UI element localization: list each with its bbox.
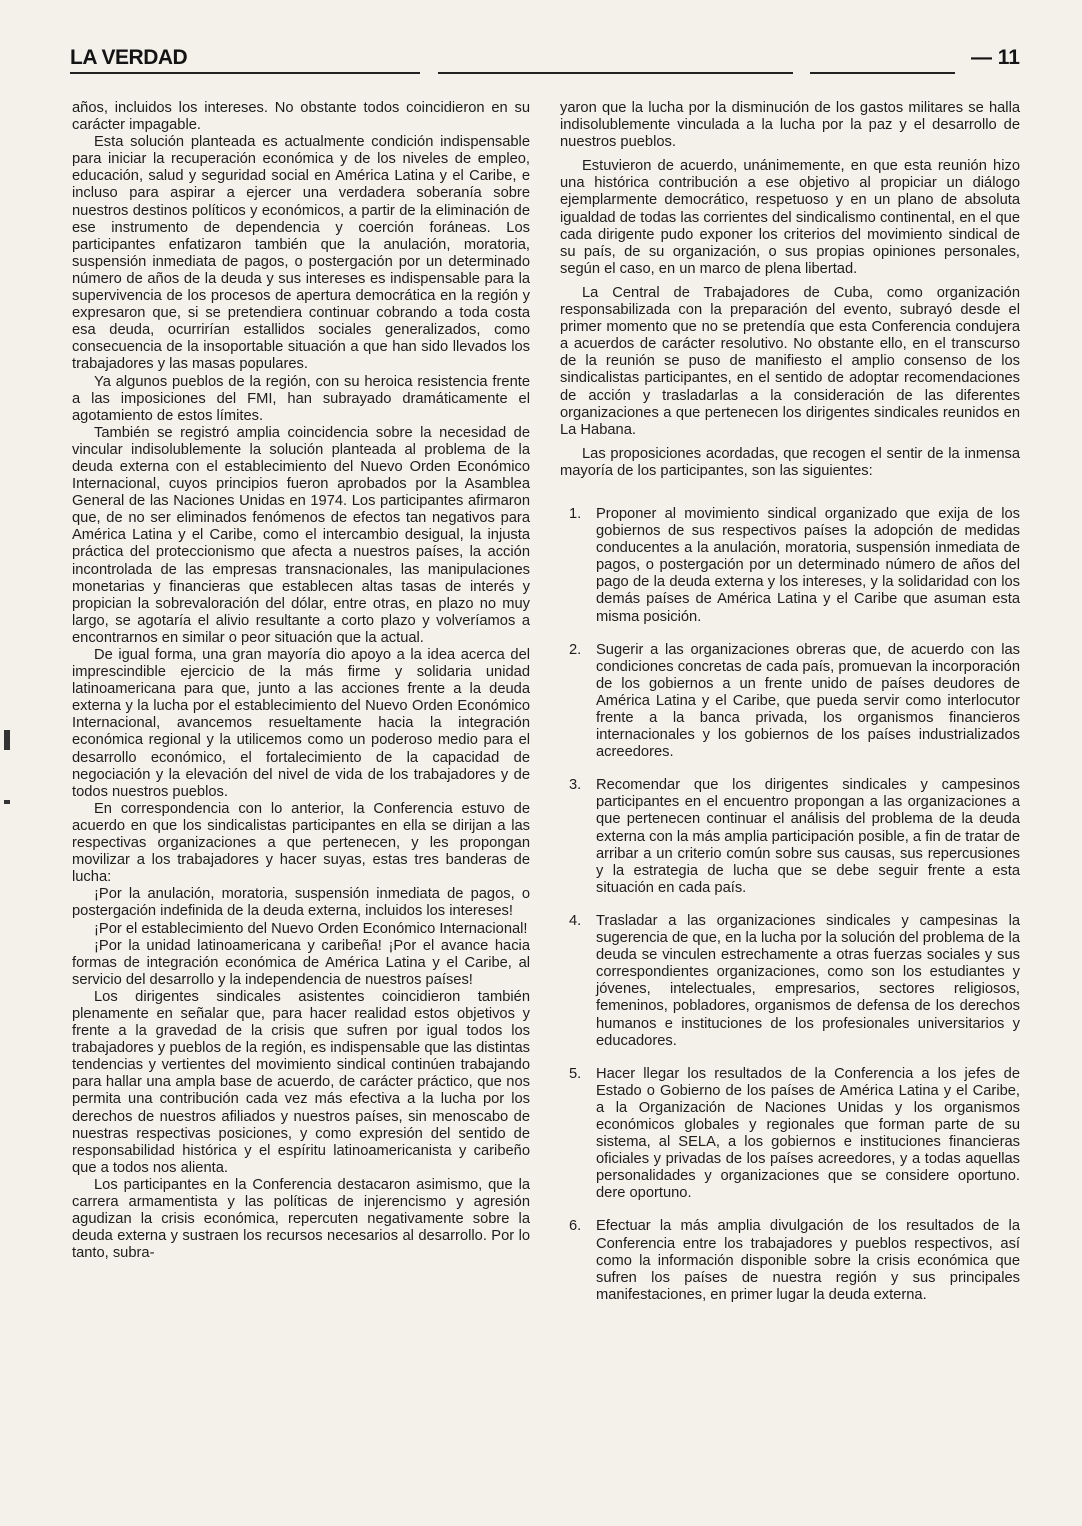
header-rule-right bbox=[810, 72, 955, 74]
paragraph: También se registró amplia coincidencia sobre la necesidad de vincular indisolublemente la solución planteada al problema de la deuda externa con el establecimiento del Nuevo Orden Económico Internacional, cuyos principios fueron aprobados por la Asamblea General de las Naciones Unidas en 1974. Los participantes afirmaron que, de no ser eliminados fenómenos de efectos tan negativos para América Latina y el Caribe, como el intercambio desigual, la injusta práctica del proteccionismo que afecta a nuestros países, la acción incontrolada de las empresas transnacionales, las manipulaciones monetarias y financieras que establecen altas tasas de interés y propician la sobrevaloración del dólar, entre otras, en plazo no muy largo, se agotaría el alivio resultante a corto plazo y volveríamos a encontrarnos en similar o peor situación que la actual. bbox=[72, 424, 530, 646]
right-column bbox=[560, 100, 1020, 1320]
paragraph: La Central de Trabajadores de Cuba, como organización responsabilizada con la preparación del evento, subrayó desde el primer momento que no se pretendía que esta Conferencia condujera a acuerdos de carácter resolutivo. No obstante ello, en el transcurso de la reunión se puso de manifiesto el amplio consenso de los sindicalistas participantes, en el sentido de adoptar recomendaciones de acción y trasladarlas a la consideración de las diferentes organizaciones a que pertenecen los dirigentes sindicales reunidos en La Habana. bbox=[560, 284, 1020, 438]
proposal-text: Trasladar a las organizaciones sindicales y campesinas la sugerencia de que, en la lucha por la solución del problema de la deuda se vinculen estrechamente a otras fuerzas sociales y sus correspondientes organizaciones, como son los estudiantes y jóvenes, intelectuales, empresarios, sectores religiosos, femeninos, pobladores, organismos de defensa de los derechos humanos e instituciones de los profesionales universitarios y educadores. bbox=[596, 912, 1020, 1049]
proposal-number: 6. bbox=[569, 1218, 582, 1235]
proposal-item bbox=[560, 913, 1020, 1050]
proposal-number: 2. bbox=[569, 641, 582, 658]
proposal-item bbox=[560, 642, 1020, 762]
page-number: — 11 bbox=[970, 46, 1020, 69]
paragraph: Ya algunos pueblos de la región, con su heroica resistencia frente a las imposiciones del FMI, han subrayado dramáticamente el agotamiento de estos límites. bbox=[72, 373, 530, 424]
paragraph: Los participantes en la Conferencia destacaron asimismo, que la carrera armamentista y las políticas de injerencismo y agresión agudizan la crisis económica, repercuten negativamente sobre la deuda externa y sustraen los recursos necesarios al desarrollo. Por lo tanto, subra- bbox=[72, 1176, 530, 1262]
paragraph: años, incluidos los intereses. No obstante todos coincidieron en su carácter impagable. bbox=[72, 100, 530, 134]
masthead: LA VERDAD bbox=[70, 46, 188, 69]
proposal-number: 3. bbox=[569, 777, 582, 794]
slogan: ¡Por la unidad latinoamericana y caribeña! ¡Por el avance hacia formas de integración económica de América Latina y el Caribe, al servicio del desarrollo y la independencia de nuestros países! bbox=[72, 937, 530, 988]
paragraph: Esta solución planteada es actualmente condición indispensable para iniciar la recuperación económica y de los niveles de empleo, educación, salud y seguridad social en América Latina y el Caribe, e incluso para aspirar a ejercer una verdadera soberanía sobre nuestros destinos políticos y económicos, a partir de la eliminación de ese instrumento de dependencia y coerción foráneas. Los participantes enfatizaron también que la anulación, moratoria, suspensión inmediata de pagos, o postergación por un determinado número de años de la deuda y sus intereses es indispensable para la supervivencia de los procesos de apertura democrática en la región y expresaron que, si se pretendiera continuar cobrando a toda costa esa deuda, ocurrirían estallidos sociales generalizados, como consecuencia de la insoportable situación a que han sido llevados los trabajadores y las masas populares. bbox=[72, 134, 530, 373]
proposal-text: Hacer llegar los resultados de la Conferencia a los jefes de Estado o Gobierno de los países de América Latina y el Caribe, a la Organización de Naciones Unidas y los organismos económicos globales y regionales que forman parte de su sistema, al SELA, a los gobiernos e instituciones financieras oficiales y privadas de los países acreedores, y a todas aquellas personalidades y organizaciones que se considere oportuno. dere oportuno. bbox=[596, 1065, 1020, 1202]
proposal-text: Proponer al movimiento sindical organizado que exija de los gobiernos de sus respectivos países la adopción de medidas conducentes a la anulación, moratoria, suspensión inmediata de pagos, o postergación por un determinado número de años del pago de la deuda externa y los intereses, y la solidaridad con los demás países de América Latina y el Caribe que asuman esta misma posición. bbox=[596, 505, 1020, 625]
paragraph: Estuvieron de acuerdo, unánimemente, en que esta reunión hizo una histórica contribución a ese objetivo al propiciar un diálogo ejemplarmente democrático, respetuoso y en un plano de absoluta igualdad de todas las corrientes del sindicalismo continental, en el que cada dirigente pudo exponer los criterios del movimiento sindical de su país, de su organización, o sus propias opiniones personales, según el caso, en un marco de plena libertad. bbox=[560, 158, 1020, 277]
paragraph: De igual forma, una gran mayoría dio apoyo a la idea acerca del imprescindible ejercicio de la más firme y solidaria unidad latinoamericana para que, junto a las acciones frente a la deuda externa y la lucha por el establecimiento del Nuevo Orden Económico Internacional, avancemos resueltamente hacia la integración económica regional y la utilicemos como un poderoso medio para el desarrollo económico, el fortalecimiento de la capacidad de negociación y la elevación del nivel de vida de los trabajadores y de todos nuestros pueblos. bbox=[72, 647, 530, 800]
page-header bbox=[70, 46, 1020, 74]
paragraph: En correspondencia con lo anterior, la Conferencia estuvo de acuerdo en que los sindicalistas participantes en ella se dirijan a las respectivas organizaciones a que pertenecen, y les propongan movilizar a los trabajadores y hacer suyas, estas tres banderas de lucha: bbox=[72, 800, 530, 886]
proposal-number: 5. bbox=[569, 1065, 582, 1082]
proposal-item bbox=[560, 1218, 1020, 1303]
slogan: ¡Por el establecimiento del Nuevo Orden Económico Internacional! bbox=[94, 920, 528, 937]
margin-mark bbox=[4, 800, 10, 804]
header-rule-left bbox=[70, 72, 420, 74]
proposal-item bbox=[560, 506, 1020, 626]
left-column bbox=[72, 100, 530, 1262]
paragraph: Los dirigentes sindicales asistentes coincidieron también plenamente en señalar que, para hacer realidad estos objetivos y frente a la gravedad de la crisis que sufren por igual todos los trabajadores y pueblos de la región, es indispensable que las distintas tendencias y vertientes del movimiento sindical continúen trabajando para hallar una ampla base de acuerdo, de carácter práctico, que nos permita una contribución cada vez más efectiva a la lucha por los derechos de nuestros afiliados y nuestros países, sin menoscabo de nuestras respectivas posiciones, y como expresión del sentido de responsabilidad histórica y el espíritu latinoamericanista y caribeño que a todos nos alienta. bbox=[72, 988, 530, 1176]
header-rule-middle bbox=[438, 72, 793, 74]
proposal-text: Efectuar la más amplia divulgación de los resultados de la Conferencia entre los trabajadores y pueblos respectivos, así como la información disponible sobre la crisis económica que sufren los países de nuestra región y sus principales manifestaciones, en primer lugar la deuda externa. bbox=[596, 1218, 1020, 1303]
proposal-number: 4. bbox=[569, 912, 582, 929]
margin-mark bbox=[4, 730, 10, 750]
proposal-text: Recomendar que los dirigentes sindicales y campesinos participantes en el encuentro propongan a las organizaciones a que pertenecen continuar el análisis del problema de la deuda externa con la más amplia participación posible, a fin de tratar de arribar a un criterio común sobre sus causas, sus repercusiones y la estrategia de lucha que se debe seguir frente a esta situación en cada país. bbox=[596, 777, 1020, 896]
proposal-item bbox=[560, 1066, 1020, 1203]
paragraph: Las proposiciones acordadas, que recogen el sentir de la inmensa mayoría de los participantes, son las siguientes: bbox=[560, 445, 1020, 479]
paragraph: yaron que la lucha por la disminución de los gastos militares se halla indisolublemente vinculada a la lucha por la paz y el desarrollo de nuestros pueblos. bbox=[560, 100, 1020, 151]
proposal-item bbox=[560, 777, 1020, 897]
proposal-number: 1. bbox=[569, 505, 582, 522]
proposals-list bbox=[560, 506, 1020, 1304]
slogan: ¡Por la anulación, moratoria, suspensión inmediata de pagos, o postergación indefinida de la deuda externa, incluidos los intereses! bbox=[72, 886, 530, 920]
proposal-text: Sugerir a las organizaciones obreras que, de acuerdo con las condiciones concretas de cada país, promuevan la incorporación de los gobiernos a un frente unido de países deudores de América Latina y el Caribe, que pueda servir como interlocutor frente a la banca privada, los organismos financieros internacionales y los gobiernos de los países industrializados acreedores. bbox=[596, 641, 1020, 761]
